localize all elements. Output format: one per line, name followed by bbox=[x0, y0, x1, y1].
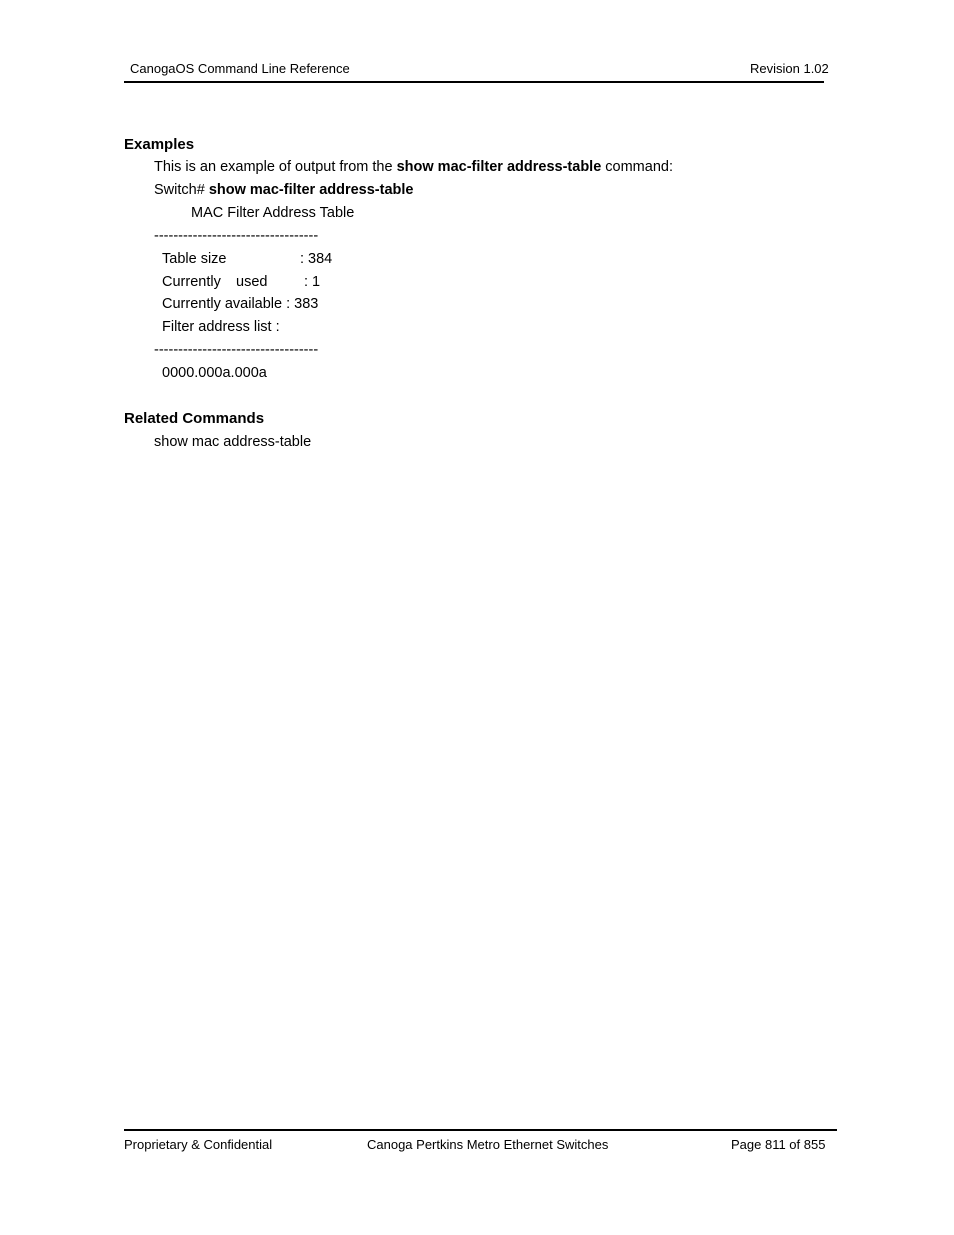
currently-label: Currently bbox=[162, 274, 221, 290]
header-title: CanogaOS Command Line Reference bbox=[130, 61, 350, 76]
filter-list-label: Filter address list : bbox=[162, 319, 280, 335]
footer-page-number: Page 811 of 855 bbox=[731, 1137, 826, 1152]
table-size-value: : 384 bbox=[300, 251, 333, 267]
output-separator-2: ---------------------------------- bbox=[154, 342, 319, 358]
command-prompt: Switch# bbox=[154, 182, 209, 198]
intro-command: show mac-filter address-table bbox=[396, 159, 602, 175]
header-rule bbox=[124, 81, 824, 83]
filter-address: 0000.000a.000a bbox=[162, 365, 267, 381]
header-revision: Revision 1.02 bbox=[750, 61, 829, 76]
used-value: : 1 bbox=[304, 274, 321, 290]
related-command-item: show mac address-table bbox=[154, 434, 312, 450]
footer-product: Canoga Pertkins Metro Ethernet Switches bbox=[367, 1137, 609, 1152]
related-heading: Related Commands bbox=[124, 410, 265, 427]
output-title: MAC Filter Address Table bbox=[191, 205, 355, 221]
intro-prefix: This is an example of output from the bbox=[154, 159, 397, 175]
footer-confidential: Proprietary & Confidential bbox=[124, 1137, 273, 1152]
command-text: show mac-filter address-table bbox=[208, 182, 414, 198]
output-separator: ---------------------------------- bbox=[154, 228, 319, 244]
footer-rule bbox=[124, 1129, 837, 1131]
available-line: Currently available : 383 bbox=[162, 296, 319, 312]
intro-suffix: command: bbox=[601, 159, 673, 175]
examples-intro bbox=[154, 159, 673, 175]
used-label: used bbox=[236, 274, 268, 290]
table-size-label: Table size bbox=[162, 251, 227, 267]
command-line bbox=[154, 182, 413, 198]
examples-heading: Examples bbox=[124, 136, 195, 153]
